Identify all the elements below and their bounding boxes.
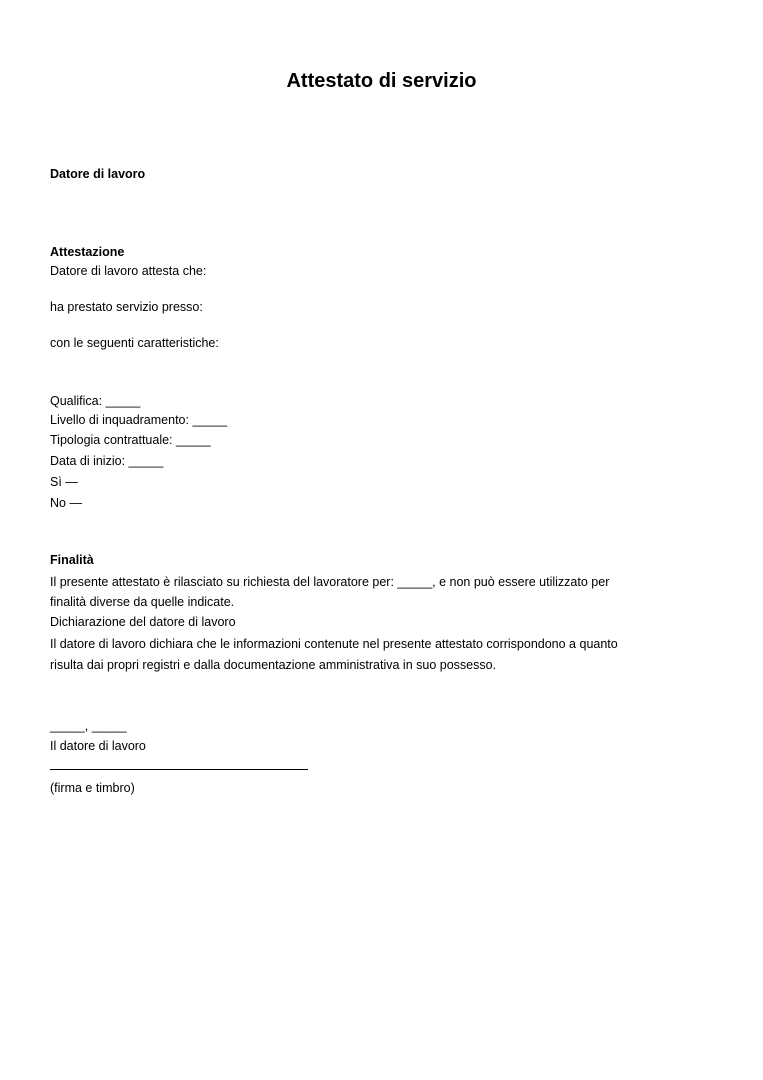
declaration-line-2: risulta dai propri registri e dalla documentazione amministrativa in suo possesso.	[50, 658, 497, 672]
declaration-heading: Dichiarazione del datore di lavoro	[50, 615, 236, 629]
purpose-line-1: Il presente attestato è rilasciato su richiesta del lavoratore per: _____, e non può essere utilizzato per	[50, 575, 610, 589]
attestation-line-1: Datore di lavoro attesta che:	[50, 264, 207, 278]
signature-label: Il datore di lavoro	[50, 739, 146, 753]
document-title: Attestato di servizio	[286, 70, 477, 92]
attestation-line-2: ha prestato servizio presso:	[50, 300, 203, 314]
field-si: Sì —	[50, 475, 78, 489]
field-livello: Livello di inquadramento: _____	[50, 413, 228, 427]
signature-note: (firma e timbro)	[50, 781, 135, 795]
employer-heading: Datore di lavoro	[50, 167, 146, 181]
signature-line	[50, 769, 308, 770]
purpose-line-2: finalità diverse da quelle indicate.	[50, 595, 235, 609]
attestation-line-3: con le seguenti caratteristiche:	[50, 336, 219, 350]
signature-place-date: _____, _____	[50, 719, 127, 733]
attestation-heading: Attestazione	[50, 245, 125, 259]
purpose-heading: Finalità	[50, 553, 94, 567]
field-tipologia: Tipologia contrattuale: _____	[50, 433, 211, 447]
field-qualifica: Qualifica: _____	[50, 394, 141, 408]
field-no: No —	[50, 496, 82, 510]
declaration-line-1: Il datore di lavoro dichiara che le informazioni contenute nel presente attestato corrispondono a quanto	[50, 637, 618, 651]
field-data-inizio: Data di inizio: _____	[50, 454, 164, 468]
